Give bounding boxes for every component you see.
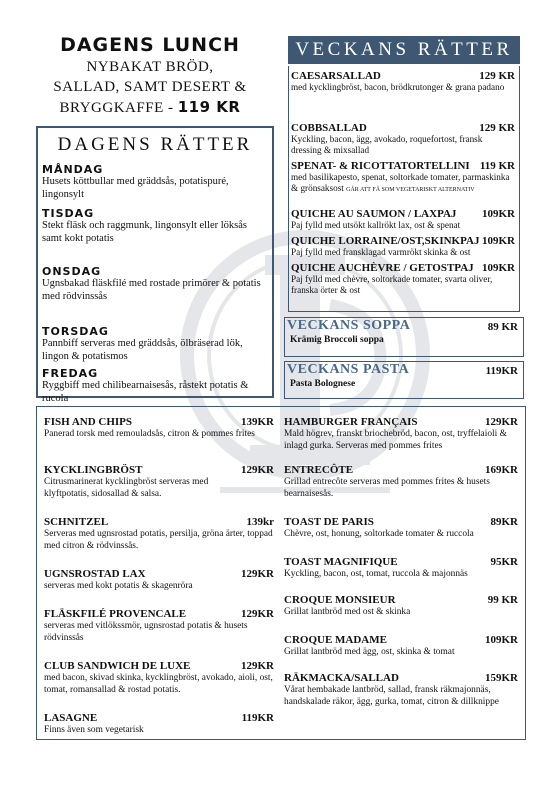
dish-price: 109KR [482, 235, 515, 247]
dish-price: 129KR [241, 568, 274, 580]
dish-price: 129 KR [479, 70, 515, 82]
right-menu-column [284, 416, 518, 736]
dish-description: Chèvre, ost, honung, soltorkade tomater & ruccola [284, 529, 474, 539]
dagens-lunch-section [40, 34, 260, 117]
menu-item [44, 712, 274, 737]
dish-price: 159KR [485, 672, 518, 684]
dish-description: Kyckling, bacon, ägg, avokado, roquefortost, fransk dressing & mixsallad [291, 134, 483, 155]
dish-name: FISH AND CHIPS [44, 416, 133, 428]
dish-price: 89KR [490, 516, 518, 528]
dish-name: QUICHE LORRAINE/OST,SKINKPAJ [291, 235, 480, 247]
dish-name: QUICHE AU SAUMON / LAXPAJ [291, 208, 457, 220]
dish-description: Paj fylld med fransklagad varmrökt skinka & ost [291, 247, 471, 257]
dish-name: QUICHE AUCHÈVRE / GETOSTPAJ [291, 262, 474, 274]
dish-description: med kycklingbröst, bacon, brödkrutonger & grana padano [291, 82, 505, 92]
dish-name: CROQUE MADAME [284, 634, 387, 646]
list-item [291, 262, 515, 296]
dish-name: CAESARSALLAD [291, 70, 381, 82]
dagens-lunch-title: DAGENS LUNCH [60, 34, 240, 56]
veckans-ratter-title: VECKANS RÄTTER [288, 36, 520, 64]
list-item [291, 122, 515, 156]
dish-name: COBBSALLAD [291, 122, 367, 134]
menu-item [44, 516, 274, 552]
dish-name: RÄKMACKA/SALLAD [284, 672, 399, 684]
day-entry [42, 326, 268, 363]
menu-item [284, 634, 518, 659]
day-description: Husets köttbullar med gräddsås, potatispuré, lingonsylt [42, 176, 229, 200]
dish-description: Mald högrev, franskt briochebröd, bacon, ost, tryffelaioli & inlagd gurka. Serveras med pommes frites [284, 429, 507, 451]
dish-description: Grillad entrecôte serveras med pommes frites & husets bearnaisesås. [284, 477, 490, 499]
veckans-soppa-title: VECKANS SOPPA [287, 318, 411, 333]
day-description: Stekt fläsk och raggmunk, lingonsylt eller löksås samt kokt potatis [42, 220, 248, 244]
dish-price: 119 KR [479, 160, 515, 172]
dagens-lunch-line3-text: BRYGGKAFFE - [59, 100, 174, 116]
dish-price: 99 KR [487, 594, 518, 606]
list-item [291, 160, 515, 196]
dish-description: serveras med kokt potatis & skagenröra [44, 581, 193, 591]
day-description: Ugnsbakad fläskfilé med rostade primörer & potatis med rödvinssås [42, 278, 261, 302]
menu-item [284, 594, 518, 619]
list-item [291, 70, 515, 93]
veckans-pasta-box [284, 361, 524, 399]
day-entry [42, 266, 268, 303]
dish-name: LASAGNE [44, 712, 98, 724]
dish-description: Grillat lantbröd med ägg, ost, skinka & tomat [284, 647, 455, 657]
dagens-lunch-line2: SALLAD, SAMT DESERT & [53, 79, 247, 95]
dagens-lunch-price: 119 KR [177, 98, 241, 116]
day-name: MÅNDAG [42, 163, 104, 176]
menu-item [284, 516, 518, 541]
veckans-soppa-description: Krämig Broccoli soppa [290, 335, 384, 345]
menu-item [44, 608, 274, 644]
dish-name: KYCKLINGBRÖST [44, 464, 143, 476]
menu-item [284, 672, 518, 708]
dish-price: 129 KR [479, 122, 515, 134]
day-description: Ryggbiff med chilibearnaisesås, råstekt potatis & rucola [42, 380, 249, 404]
veckans-pasta-price: 119KR [485, 365, 518, 377]
dagens-ratter-title: DAGENS RÄTTER [57, 134, 253, 155]
day-name: TISDAG [42, 207, 95, 220]
veckans-soppa-box [284, 317, 524, 357]
dish-description: Kyckling, bacon, ost, tomat, ruccola & majonnäs [284, 569, 468, 579]
menu-item [284, 416, 518, 452]
dish-name: FLÄSKFILÉ PROVENCALE [44, 608, 187, 620]
dish-name: UGNSROSTAD LAX [44, 568, 146, 580]
vegetarian-note: GÅR ATT FÅ SOM VEGETARISKT ALTERNATIV [346, 187, 475, 193]
dish-name: SCHNITZEL [44, 516, 109, 528]
menu-item [284, 556, 518, 581]
dish-name: CROQUE MONSIEUR [284, 594, 396, 606]
day-entry [42, 208, 268, 245]
dish-description: Panerad torsk med remouladsås, citron & pommes frites [44, 429, 255, 439]
day-name: ONSDAG [42, 265, 102, 278]
list-item [291, 235, 515, 258]
veckans-soppa-price: 89 KR [487, 321, 518, 333]
dish-description: med bacon, skivad skinka, kycklingbröst, avokado, aioli, ost, tomat, romansallad & rostad potatis. [44, 673, 273, 695]
veckans-pasta-description: Pasta Bolognese [290, 379, 356, 389]
dish-name: TOAST DE PARIS [284, 516, 374, 528]
dish-description: Serveras med ugnsrostad potatis, persilja, gröna ärter, toppad med citron & rödvinssås. [44, 529, 273, 551]
dish-price: 129KR [485, 416, 518, 428]
dish-name: SPENAT- & RICOTTATORTELLINI [291, 160, 470, 172]
veckans-ratter-list [288, 66, 520, 312]
dish-price: 169KR [485, 464, 518, 476]
dish-price: 139KR [241, 416, 274, 428]
dish-price: 109KR [485, 634, 518, 646]
day-entry [42, 368, 268, 405]
menu-item [44, 416, 274, 441]
dish-price: 119KR [241, 712, 274, 724]
dish-price: 109KR [482, 262, 515, 274]
veckans-pasta-title: VECKANS PASTA [287, 362, 410, 377]
left-menu-column [44, 416, 274, 736]
dish-description: Vårat hembakade lantbröd, sallad, fransk räkmajonnäs, handskalade räkor, ägg, gurka, tomat, citron & dillknippe [284, 685, 499, 707]
dish-description: Grillat lantbröd med ost & skinka [284, 607, 411, 617]
day-description: Pannbiff serveras med gräddsås, ölbräserad lök, lingon & potatismos [42, 338, 243, 362]
dish-price: 139kr [246, 516, 274, 528]
dagens-lunch-line3 [40, 99, 260, 117]
menu-item [44, 464, 274, 500]
dish-name: ENTRECÔTE [284, 464, 354, 476]
dish-description: Finns även som vegetarisk [44, 725, 144, 735]
dish-price: 95KR [490, 556, 518, 568]
list-item [291, 208, 515, 231]
dish-description: Paj fylld med utsökt kallrökt lax, ost & spenat [291, 220, 461, 230]
dagens-ratter-box [36, 126, 274, 404]
dish-price: 129KR [241, 660, 274, 672]
dish-price: 129KR [241, 608, 274, 620]
dish-name: CLUB SANDWICH DE LUXE [44, 660, 191, 672]
day-entry [42, 164, 268, 201]
menu-item [44, 568, 274, 593]
menu-item [284, 464, 518, 500]
dagens-lunch-line1: NYBAKAT BRÖD, [86, 59, 214, 75]
menu-item [44, 660, 274, 696]
dish-description: serveras med vitlökssmör, ugnsrostad potatis & husets rödvinssås [44, 621, 248, 643]
dish-description: Paj fylld med chèvre, soltorkade tomater, svarta oliver, franska örter & ost [291, 274, 493, 295]
dish-price: 109KR [482, 208, 515, 220]
dish-name: TOAST MAGNIFIQUE [284, 556, 398, 568]
dish-description: med basilikapesto, spenat, soltorkade tomater, parmaskinka & grönsaksost [291, 172, 510, 193]
dish-name: HAMBURGER FRANÇAIS [284, 416, 418, 428]
day-name: FREDAG [42, 367, 99, 380]
day-name: TORSDAG [42, 325, 109, 338]
dish-price: 129KR [241, 464, 274, 476]
dish-description: Citrusmarinerat kycklingbröst serveras med klyftpotatis, sidosallad & salsa. [44, 477, 209, 499]
